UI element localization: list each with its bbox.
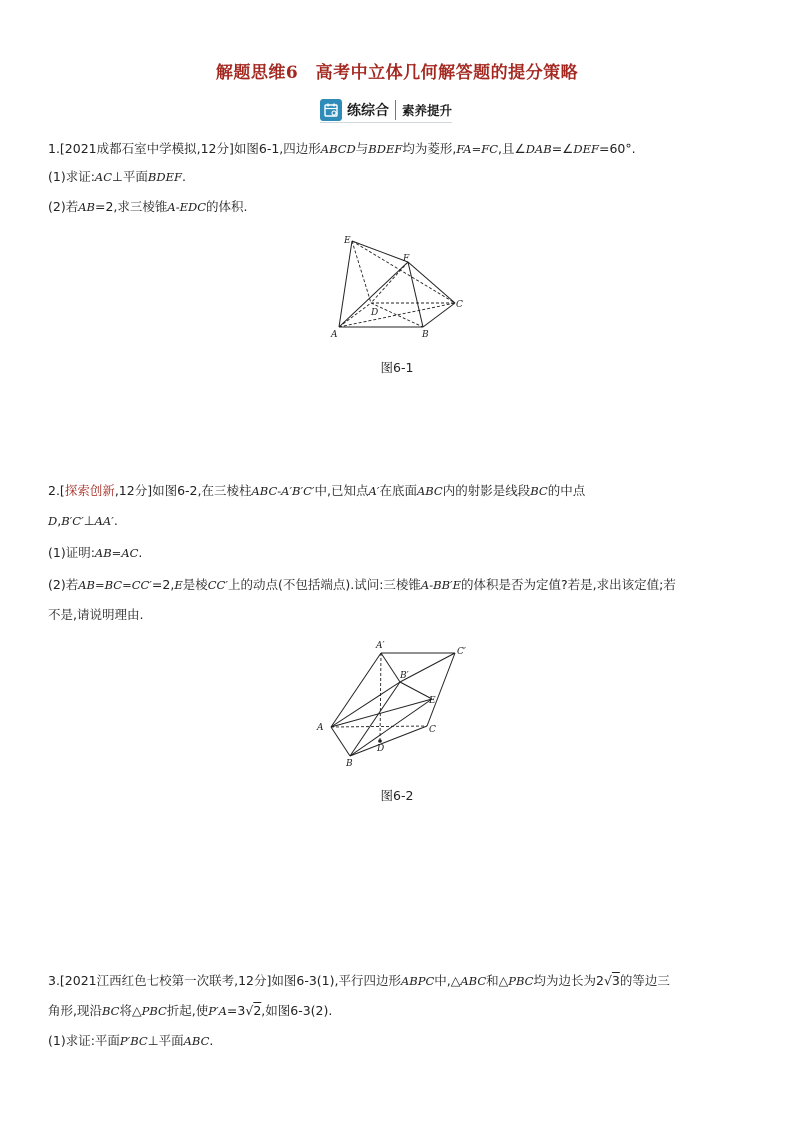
- q2-label-B: B: [346, 759, 353, 769]
- figure-6-2: [310, 636, 480, 770]
- figure-6-2-caption: 图6-2: [380, 788, 414, 803]
- q1-label-B: B: [422, 330, 429, 340]
- q2-label-B-prime: B′: [400, 671, 409, 681]
- calendar-icon: [320, 99, 342, 121]
- q2-stem-line2: D,B′C′⊥AA′.: [48, 513, 118, 528]
- q2-stem: 2.[探索创新,12分]如图6-2,在三棱柱ABC-A′B′C′中,已知点A′在底面ABC内的射影是线段BC的中点: [48, 483, 586, 498]
- q2-label-E: E: [429, 696, 436, 706]
- q1-label-A: A: [331, 330, 338, 340]
- q1-label-F: F: [403, 254, 410, 264]
- q1-label-C: C: [456, 300, 463, 310]
- q1-part1: (1)求证:AC⊥平面BDEF.: [48, 169, 186, 184]
- q2-part1: (1)证明:AB=AC.: [48, 545, 143, 560]
- q2-label-C: C: [429, 725, 436, 735]
- badge-sublabel: 素养提升: [402, 103, 453, 118]
- q1-label-D: D: [371, 308, 379, 318]
- figure-6-1-caption: 图6-1: [380, 360, 414, 375]
- q2-part2: (2)若AB=BC=CC′=2,E是棱CC′上的动点(不包括端点).试问:三棱锥A-BB′E的体积是否为定值?若是,求出该定值;若: [48, 577, 676, 592]
- badge-label: 练综合: [347, 100, 396, 120]
- q2-label-C-prime: C′: [457, 647, 466, 657]
- q3-stem-line2: 角形,现沿BC将△PBC折起,使P′A=3√2,如图6-3(2).: [48, 1003, 333, 1018]
- q2-label-A-prime: A′: [376, 641, 385, 651]
- q2-part2-line2: 不是,请说明理由.: [48, 607, 144, 622]
- q2-label-D: D: [377, 744, 385, 754]
- q1-stem: 1.[2021成都石室中学模拟,12分]如图6-1,四边形ABCD与BDEF均为菱形,FA=FC,且∠DAB=∠DEF=60°.: [48, 141, 636, 156]
- q1-part2: (2)若AB=2,求三棱锥A-EDC的体积.: [48, 199, 248, 214]
- q1-label-E: E: [344, 236, 351, 246]
- q3-part1: (1)求证:平面P′BC⊥平面ABC.: [48, 1033, 214, 1048]
- q2-label-A: A: [317, 723, 324, 733]
- section-badge: [320, 98, 452, 123]
- q3-stem: 3.[2021江西红色七校第一次联考,12分]如图6-3(1),平行四边形ABPC中,△ABC和△PBC均为边长为2√3的等边三: [48, 973, 670, 988]
- figure-6-1: [325, 232, 475, 344]
- page-title: 解题思维6 高考中立体几何解答题的提分策略: [215, 63, 579, 83]
